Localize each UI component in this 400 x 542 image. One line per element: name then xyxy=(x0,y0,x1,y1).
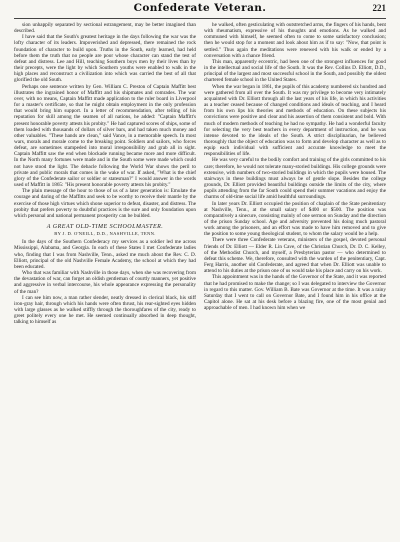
paragraph: There were three Confederate veterans, ministers of the gospel, devoted personal friends of Dr. Elliott — Elder R. Lin Cave, of the Christian Church, Dr. D. C. Kelley, of the Methodist Church, and myself, a Presbyterian pastor — who determined to defeat this scheme. We, therefore, consulted with the warden of the penitentiary, Capt. Ferg Harris, another old Confederate, and agreed that when Dr. Elliott was unable to attend to his duties at the prison one of us would take his place and carry on his work. xyxy=(204,237,386,275)
paragraph: In the days of the Southern Confederacy my services as a soldier led me across Mississippi, Alabama, and Georgia. In each of these States I met Confederate ladies who, finding that I was from Nashville, Tenn., asked me much about the Rev. C. D. Elliott, principal of the old Nashville Female Academy, the school at which they had been educated. xyxy=(14,239,196,270)
paragraph: The plain message of the hour to those of us of a later generation is: Emulate the courage and daring of the Maffitts and seek to be worthy to receive their mantle by the exercise of those high virtues which shone superior to defeat, disaster, and distress. The probity that prefers poverty to doubtful practices is the sure and only foundation upon which personal and national permanent prosperity can be builded. xyxy=(14,188,196,219)
paragraph: This man, apparently eccentric, had been one of the strongest influences for good in the intellectual and social life of the South. It was the Rev. Collins D. Elliott, D.D., principal of the largest and most successful school in the South, and possibly the oldest chartered female school in the United States. xyxy=(204,58,386,84)
paragraph: Perhaps one sentence written by Gen. William C. Preston of Captain Maffitt best illustrates the ingrained honor of Maffitt and his shipmates and comrades. The war over, with no means, Captain Maffitt made application to the ruler board in Liverpool for a master's certificate, so that he might obtain employment in the only profession that would bring him support. In a letter of recommendation, after telling of his reputation for skill among the seamen of all nations, he added: "Captain Maffitt's present honorable poverty attests his probity." He had captured scores of ships, some of them loaded with thousands of dollars of silver bars, and had taken much money and other valuables. "These hands are clean," said Vance, in a memorable speech. In most wars, morals and morale come to the breaking point. Soldiers and sailors, who forces defeat, are sometimes stampeded into moral irresponsibility and grab all in sight. Captain Maffitt saw the end when blockade running became more and more difficult. In the North many fortunes were made and in the South some were made which could not have stood the light. The debacle following the World War shows the peril to private and public morals that comes in the wake of war. If asked, "What is the chief glory of the Confederate sailor or soldier or statesman?" I would answer in the words used of Maffitt in 1865: "His present honorable poverty attests his probity." xyxy=(14,83,196,189)
paragraph: This appointment was in the hands of the Governor of the State, and it was reported that he had promised to make the change; so I was delegated to interview the Governor in regard to this matter. Gov. William B. Bate was Governor at the time. It was a rainy Saturday that I went to call on Governor Bate, and I found him in his office at the Capitol alone. He sat at his desk before a blazing fire, one of the most genial and approachable of men. I had known him when we xyxy=(204,274,386,312)
article-title: A GREAT OLD-TIME SCHOOLMASTER. xyxy=(46,224,164,230)
running-head: Confederate Veteran. xyxy=(133,2,267,14)
paragraph: When the war began in 1861, the pupils of this academy numbered six hundred and were gathered from all over the South. It was my privilege to become very intimately acquainted with Dr. Elliott through all the last years of his life, in which his activities as a teacher ceased because of changed conditions and ideals of teaching, and I heard from his own lips his theories and methods of education. On these subjects his convictions were positive and clear and his assertion of them consistent and bold. With much of modern methods of teaching he had no sympathy. He had a wonderful faculty for selecting the very best teachers in every department of instruction, and he was intense devoted to the ideals of the South. A strict disciplinarian, he believed thoroughly that the object of education was to form and develop character as well as to equip each individual with sufficient and accurate knowledge to meet the responsibilities of life. xyxy=(204,83,386,158)
page-header xyxy=(14,2,386,19)
left-column xyxy=(14,22,196,536)
paragraph: In later years Dr. Elliott occupied the position of chaplain of the State penitentiary at Nashville, Tenn., at the small salary of $400 or $500. The position was comparatively a sinecure, consisting mainly of one sermon on Sunday and the direction of the prison Sunday school. Age and adversity prevented his doing much pastoral work among the prisoners, and an effort was made to have him removed and to give the position to some young theological student, to whom the salary would be a help. xyxy=(204,200,386,238)
page-number: 221 xyxy=(372,3,386,13)
paragraph: I can see him now, a man rather slender, neatly dressed in clerical black, his stiff iron-gray hair, through which his hands were often thrust, his rear-sighted eyes hidden with large glasses as he walked stiffly through the thoroughfares of the city, ready to greet politely every one he met. He seemed continually absorbed in deep thought, talking to himself as xyxy=(14,294,196,326)
paragraph: I have said that the South's greatest heritage in the days following the war was the lofty character of its leaders. Impoverished and depressed, there remained the rock foundation of character to build upon. Truths in the South, early learned, had held before them the truth that no people are poor whose character can stand the test of defeat and distress. Lee and Hill, teaching Southern boys men by their lives than by their precepts, were the light by which Southern youths were enabled to walk in the high places and reconstruct a civilization into which was carried the best of all that glorified the old South. xyxy=(14,34,196,84)
article-byline: BY J. D. O'NEILL, D.D., NASHVILLE, TENN. xyxy=(54,231,156,237)
paragraph: sion unhappily separated by sectional estrangement, may be better imagined than described. xyxy=(14,22,196,35)
paragraph: Who that was familiar with Nashville in those days, when she was recovering from the devastation of war, can forget an oldish gentleman of courtly manners, yet positive and aggressive in verbal intercourse, his whole appearance expressing the personality of the man? xyxy=(14,270,196,295)
paragraph: He was very careful to the bodily comfort and training of the girls committed to his care; therefore, he would not tolerate many-storied buildings. His college grounds were extensive, with numbers of two-storied buildings in which the pupils were housed. The stairways in these buildings must always be of gentle slope. Besides the college grounds, Dr. Elliott provided beautiful buildings outside the limits of the city, where pupils attending from the far South could spend their summer vacations and enjoy the charms of old-time social life amid healthful surroundings. xyxy=(204,157,386,201)
paragraph: he walked, often gesticulating with outstretched arms, the fingers of his hands, bent with rheumatism, expressive of his thoughts and emotions. As he walked and communed with himself, he seemed often to come to some satisfactory conclusion; then he would stop for a moment and look about him as if to say: "Now, that point is settled." Thus again the meditations were renewed with his walk or ended by a conversation with a chance friend. xyxy=(204,22,386,59)
right-column xyxy=(204,22,386,536)
